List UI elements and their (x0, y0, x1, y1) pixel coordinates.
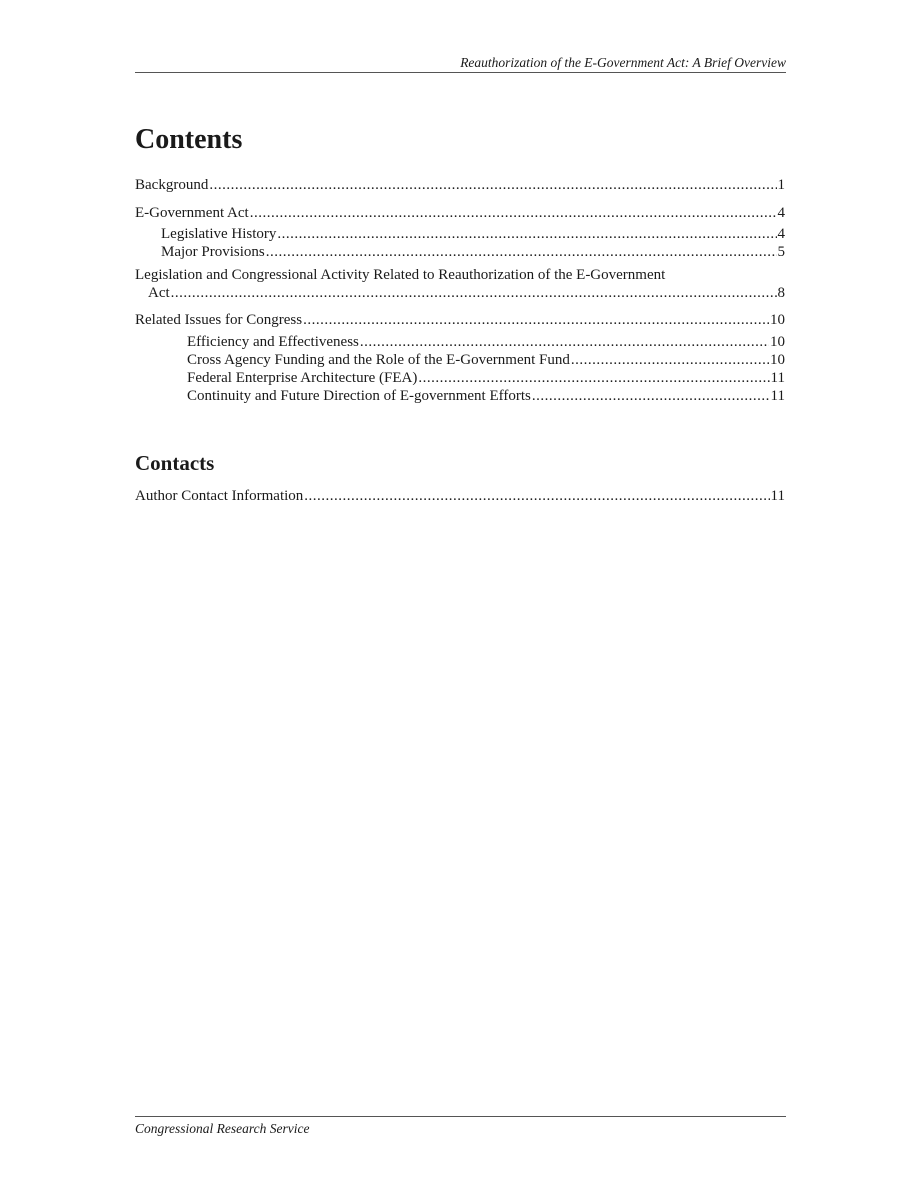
contacts-heading: Contacts (135, 451, 215, 475)
toc-entry-title-line1: Legislation and Congressional Activity Related to Reauthorization of the E-Government (135, 267, 666, 283)
toc-entry-cross-agency-funding[interactable] (187, 351, 785, 369)
toc-entry-continuity-and-future-direction[interactable] (187, 387, 785, 405)
toc-entry-author-contact-information[interactable] (135, 487, 785, 505)
toc-entry-page: 5 (777, 244, 785, 260)
toc-entry-title: Major Provisions (161, 244, 265, 260)
dot-leader (209, 176, 776, 194)
toc-entry-efficiency-and-effectiveness[interactable] (187, 333, 785, 351)
dot-leader (303, 311, 769, 329)
header-divider (135, 72, 786, 73)
toc-entry-page: 11 (770, 388, 785, 404)
toc-entry-page: 8 (777, 285, 785, 301)
toc-entry-page: 4 (777, 205, 785, 221)
toc-entry-title: Author Contact Information (135, 488, 304, 504)
toc-entry-background[interactable] (135, 176, 785, 194)
dot-leader (304, 487, 769, 505)
toc-entry-title: Federal Enterprise Architecture (FEA) (187, 370, 418, 386)
toc-entry-legislative-history[interactable] (161, 225, 785, 243)
toc-entry-page: 11 (770, 370, 785, 386)
toc-entry-page: 1 (777, 177, 785, 193)
toc-entry-title: Related Issues for Congress (135, 312, 303, 328)
running-header: Reauthorization of the E-Government Act: A Brief Overview (460, 55, 786, 70)
footer-divider (135, 1116, 786, 1117)
toc-entry-e-government-act[interactable] (135, 204, 785, 222)
toc-entry-page: 4 (777, 226, 785, 242)
toc-entry-title: Continuity and Future Direction of E-government Efforts (187, 388, 531, 404)
running-footer: Congressional Research Service (135, 1121, 310, 1136)
toc-entry-title: E-Government Act (135, 205, 249, 221)
toc-entry-legislation-and-congressional-activity[interactable] (135, 266, 785, 302)
toc-entry-federal-enterprise-architecture[interactable] (187, 369, 785, 387)
dot-leader (171, 284, 777, 302)
toc-entry-title-line2: Act (148, 285, 170, 301)
dot-leader (250, 204, 777, 222)
dot-leader (266, 243, 777, 261)
toc-entry-page: 10 (770, 334, 785, 350)
toc-entry-page: 10 (770, 312, 785, 328)
dot-leader (360, 333, 769, 351)
toc-entry-related-issues-for-congress[interactable] (135, 311, 785, 329)
dot-leader (532, 387, 770, 405)
toc-entry-title: Cross Agency Funding and the Role of the E-Government Fund (187, 352, 570, 368)
toc-entry-title: Legislative History (161, 226, 277, 242)
contents-heading: Contents (135, 124, 243, 155)
dot-leader (571, 351, 769, 369)
dot-leader (418, 369, 769, 387)
dot-leader (277, 225, 776, 243)
toc-entry-title: Background (135, 177, 209, 193)
toc-entry-page: 10 (770, 352, 785, 368)
toc-entry-major-provisions[interactable] (161, 243, 785, 261)
toc-entry-page: 11 (770, 488, 785, 504)
toc-entry-title: Efficiency and Effectiveness (187, 334, 359, 350)
